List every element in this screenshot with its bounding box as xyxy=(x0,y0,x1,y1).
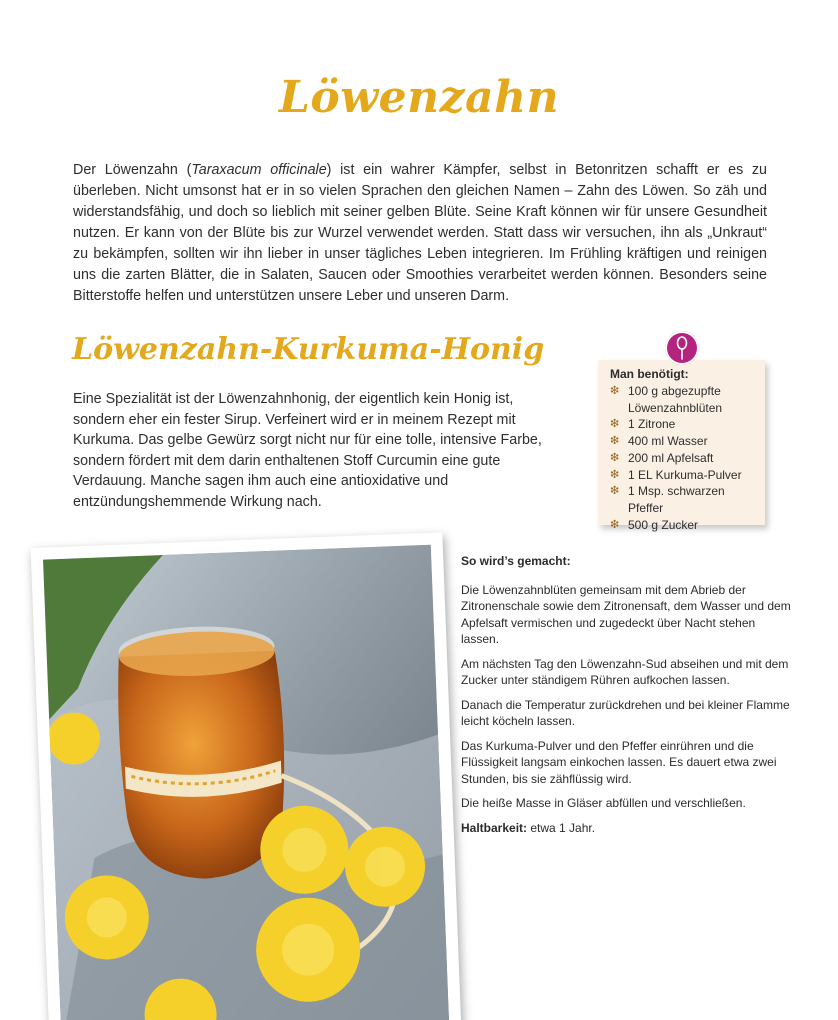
ingredients-heading: Man benötigt: xyxy=(610,367,689,381)
flower-bullet-icon: ❇ xyxy=(610,418,620,431)
method-step: Die Löwenzahnblüten gemeinsam mit dem Abrieb der Zitronenschale sowie dem Zitronensaft, dem Wasser und dem Apfelsaft vermischen und zugedeckt über Nacht stehen lassen. xyxy=(461,582,791,646)
ingredient-text: 1 Msp. schwarzen Pfeffer xyxy=(628,484,725,515)
method-step: Die heiße Masse in Gläser abfüllen und verschließen. xyxy=(461,796,746,810)
ingredient-text: 500 g Zucker xyxy=(628,517,699,532)
flower-bullet-icon: ❇ xyxy=(610,468,620,481)
latin-name: Taraxacum officinale xyxy=(191,162,327,178)
method-step: Das Kurkuma-Pulver und den Pfeffer einrühren und die Flüssigkeit langsam einkochen lassen. Es dauert etwa zwei Stunden, bis sie zähflüssig wird. xyxy=(461,738,777,786)
ingredient-item xyxy=(610,416,755,433)
flower-bullet-icon: ❇ xyxy=(610,435,620,448)
recipe-title: Löwenzahn-Kurkuma-Honig xyxy=(72,332,545,367)
ingredient-text: 100 g abgezupfte Löwenzahnblüten xyxy=(628,384,723,415)
photo-frame xyxy=(31,532,462,1020)
method-section xyxy=(461,553,791,844)
method-step: Danach die Temperatur zurückdrehen und bei kleiner Flamme leicht köcheln lassen. xyxy=(461,697,790,728)
flower-bullet-icon: ❇ xyxy=(610,518,620,531)
intro-text-start: Der Löwenzahn ( xyxy=(73,162,192,178)
ingredients-box xyxy=(598,360,765,532)
flower-bullet-icon: ❇ xyxy=(610,385,620,397)
ingredients-list xyxy=(610,383,755,533)
flower-bullet-icon: ❇ xyxy=(610,451,620,464)
ingredient-item xyxy=(610,483,755,516)
method-heading: So wird’s gemacht: xyxy=(461,554,571,568)
honey-jar-illustration xyxy=(43,545,449,1020)
ingredient-item xyxy=(610,383,755,416)
method-step: Am nächsten Tag den Löwenzahn-Sud abseihen und mit dem Zucker unter ständigem Rühren aufkochen lassen. xyxy=(461,656,789,687)
honey-jar-photo xyxy=(43,545,449,1020)
ingredient-text: 200 ml Apfelsaft xyxy=(628,450,714,465)
intro-paragraph xyxy=(73,160,767,307)
intro-text-rest: ) ist ein wahrer Kämpfer, selbst in Betonritzen schafft er es zu überleben. Nicht umsonst hat er in so vielen Sprachen den gleichen Namen – Zahn des Löwen. So zäh und widerstandsfähig, und doch so lieblich mit seiner gelben Blüte. Seine Kraft können wir für unsere Gesundheit nutzen. Er kann von der Blüte bis zur Wurzel verwendet werden. Statt dass wir versuchen, ihn als „Unkraut“ zu bekämpfen, sollten wir ihn lieber in unser tägliches Leben integrieren. Im Frühling kräftigen und reinigen uns die zarten Blätter, die in Salaten, Saucen oder Smoothies verarbeitet werden können. Besonders seine Bitterstoffe helfen und unterstützen unsere Leber und unseren Darm. xyxy=(73,162,768,304)
ingredient-item xyxy=(610,517,755,534)
page-title: Löwenzahn xyxy=(278,72,560,123)
shelf-life-value: etwa 1 Jahr. xyxy=(527,820,596,835)
recipe-intro: Eine Spezialität ist der Löwenzahnhonig, der eigentlich kein Honig ist, sondern eher ein fester Sirup. Verfeinert wird er in meinem Rezept mit Kurkuma. Das gelbe Gewürz sorgt nicht nur für eine tolle, intensive Farbe, sondern fördert mit dem darin enthaltenen Stoff Curcumin eine gute Verdauung. Manche sagen ihm auch eine antioxidative und entzündungshemmende Wirkung nach. xyxy=(73,391,542,510)
ingredient-text: 1 Zitrone xyxy=(628,417,676,432)
flower-bullet-icon: ❇ xyxy=(610,485,620,498)
ingredient-item xyxy=(610,467,755,484)
ingredient-item xyxy=(610,450,755,467)
ingredient-text: 400 ml Wasser xyxy=(628,434,708,449)
method-steps xyxy=(461,582,791,812)
ingredient-item xyxy=(610,433,755,450)
shelf-life-label: Haltbarkeit: xyxy=(461,820,528,835)
ingredient-text: 1 EL Kurkuma-Pulver xyxy=(628,467,742,482)
spoon-badge xyxy=(665,331,699,365)
spoon-icon xyxy=(675,336,689,360)
shelf-life xyxy=(461,820,791,837)
